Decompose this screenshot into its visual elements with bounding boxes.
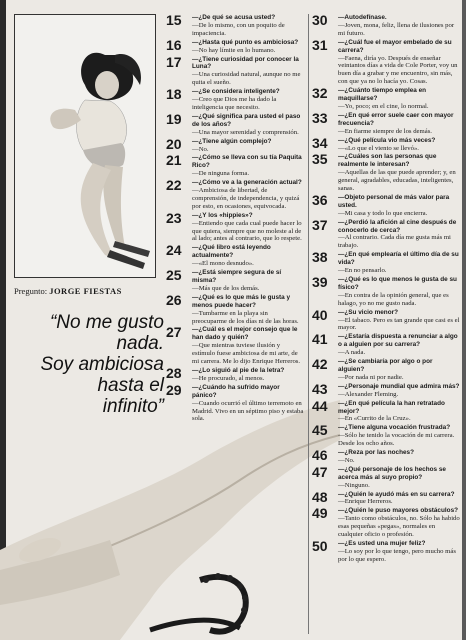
answer-text: —Entiendo que cada cual puede hacer lo que quiera, siempre que no moleste al de al lado; antes al contrario, que lo respete. bbox=[192, 219, 302, 243]
qa-item bbox=[312, 276, 460, 308]
qa-item bbox=[312, 87, 460, 111]
qa-item bbox=[166, 36, 304, 55]
qa-item bbox=[312, 333, 460, 357]
answer-text: —En contra de la opinión general, que es halago, yo no me gusto nada. bbox=[338, 291, 449, 307]
qa-item bbox=[166, 291, 304, 326]
question-text: —¿Y los «hippies»? bbox=[192, 211, 253, 219]
qa-item bbox=[312, 507, 460, 539]
question-number: 34 bbox=[312, 134, 328, 151]
quote-line: infinito” bbox=[102, 396, 164, 417]
qa-item bbox=[312, 134, 460, 153]
question-number: 28 bbox=[166, 364, 182, 381]
answer-text: —Por nada ni por nadie. bbox=[338, 373, 404, 381]
answer-text: —Creo que Dios me ha dado la inteligencia que necesito. bbox=[192, 96, 277, 111]
question-text: —¿Qué personaje de los hechos se acerca más al suyo propio? bbox=[338, 465, 446, 481]
caption-author: JORGE FIESTAS bbox=[49, 286, 122, 296]
answer-text: —No hay límite en lo humano. bbox=[192, 46, 276, 54]
question-number: 30 bbox=[312, 12, 328, 28]
question-text: —¿Qué es lo que menos le gusta de su físico? bbox=[338, 276, 457, 291]
legs-photo bbox=[0, 397, 340, 640]
qa-item bbox=[312, 109, 460, 136]
qa-item bbox=[312, 251, 460, 275]
question-number: 50 bbox=[312, 538, 328, 554]
caption-label: Pregunto: bbox=[14, 286, 48, 296]
question-text: —¿En qué error suele caer con mayor frecuencia? bbox=[338, 111, 454, 127]
answer-text: —Cuando ocurrió el último terremoto en Madrid. Vivo en un séptimo piso y estaba sola. bbox=[192, 399, 304, 423]
question-text: —¿Tiene alguna vocación frustrada? bbox=[338, 424, 451, 432]
answer-text: —Una mayor serenidad y comprensión. bbox=[192, 128, 299, 136]
qa-item bbox=[166, 244, 304, 268]
question-number: 37 bbox=[312, 216, 328, 233]
qa-item bbox=[312, 358, 460, 382]
question-text: —¿En qué película la han retratado mejor? bbox=[338, 399, 445, 415]
answer-text: —Enrique Herreros. bbox=[338, 498, 393, 506]
qa-column-left bbox=[166, 14, 304, 424]
question-number: 40 bbox=[312, 306, 328, 323]
question-number: 29 bbox=[166, 381, 182, 398]
qa-item bbox=[312, 449, 460, 465]
answer-text: —De ninguna forma. bbox=[192, 170, 250, 178]
interviewer-caption bbox=[14, 286, 122, 296]
qa-item bbox=[166, 269, 304, 293]
question-text: —¿Está siempre segura de sí misma? bbox=[192, 269, 282, 284]
question-number: 43 bbox=[312, 380, 328, 397]
question-text: —¿Personaje mundial que admira más? bbox=[338, 382, 460, 390]
question-text: —¿De qué se acusa usted? bbox=[192, 14, 276, 21]
question-text: —¿Cuáles son las personas que realmente le interesan? bbox=[338, 153, 437, 169]
answer-text: —«Lo que el viento se llevó». bbox=[338, 144, 419, 152]
answer-text: —Más que de los demás. bbox=[192, 284, 260, 292]
question-text: —¿Tiene algún complejo? bbox=[192, 137, 272, 145]
question-text: —¿Su vicio menor? bbox=[338, 308, 399, 316]
question-number: 45 bbox=[312, 422, 328, 439]
qa-item bbox=[312, 153, 460, 193]
question-number: 31 bbox=[312, 36, 328, 53]
question-text: —¿Hasta qué punto es ambiciosa? bbox=[192, 38, 299, 46]
answer-text: —El tabaco. Pero es tan grande que casi es el mayor. bbox=[338, 316, 460, 332]
question-text: —¿Cuál fue el mayor embelado de su carrera? bbox=[338, 38, 452, 54]
qa-item bbox=[166, 135, 304, 154]
question-number: 48 bbox=[312, 488, 328, 505]
answer-text: —Aquellas de las que puede aprender; y, en general, agradables, educadas, inteligentes, sanas. bbox=[338, 169, 456, 193]
answer-text: —No. bbox=[338, 456, 355, 464]
answer-text: —Alexander Fleming. bbox=[338, 390, 399, 398]
answer-text: —Yo, poco; en el cine, lo normal. bbox=[338, 102, 429, 110]
question-text: —¿Es usted una mujer feliz? bbox=[338, 540, 426, 547]
question-number: 20 bbox=[166, 135, 182, 152]
question-number: 21 bbox=[166, 152, 182, 169]
answer-text: —Sólo he tenido la vocación de mi carrera. Desde los ocho años. bbox=[338, 432, 455, 448]
question-number: 24 bbox=[166, 242, 182, 259]
answer-text: —En fiarme siempre de los demás. bbox=[338, 127, 432, 135]
qa-item bbox=[166, 179, 304, 211]
answer-text: —Una curiosidad natural, aunque no me quita el sueño. bbox=[192, 71, 301, 87]
answer-text: —Ninguno. bbox=[338, 481, 370, 489]
question-number: 49 bbox=[312, 505, 328, 522]
question-text: —¿Cuánto tiempo emplea en maquillarse? bbox=[338, 87, 427, 103]
question-number: 25 bbox=[166, 267, 182, 284]
question-number: 32 bbox=[312, 85, 328, 102]
qa-item bbox=[312, 14, 460, 38]
quote-line: hasta el bbox=[97, 375, 164, 396]
answer-text: —En no pensarlo. bbox=[338, 267, 387, 275]
qa-item bbox=[312, 397, 460, 424]
answer-text: —Joven, mona, feliz, llena de ilusiones por mi futuro. bbox=[338, 21, 455, 37]
answer-text: —De lo mismo, con un poquito de impaciencia. bbox=[192, 21, 285, 37]
qa-column-right bbox=[312, 14, 460, 565]
qa-item bbox=[312, 488, 460, 507]
question-text: —Objeto personal de más valor para usted. bbox=[338, 193, 450, 209]
question-text: —¿Cómo se lleva con su tía Paquita Rico? bbox=[192, 154, 302, 170]
qa-item bbox=[166, 326, 304, 366]
answer-text: —A nada. bbox=[338, 349, 366, 357]
question-number: 19 bbox=[166, 110, 182, 127]
question-text: —¿Tiene curiosidad por conocer la Luna? bbox=[192, 55, 299, 71]
qa-item bbox=[166, 110, 304, 137]
question-number: 23 bbox=[166, 209, 182, 226]
column-divider bbox=[308, 14, 309, 634]
quote-line: Soy ambiciosa bbox=[40, 354, 164, 375]
qa-item bbox=[166, 381, 304, 424]
question-text: —¿Quién le puso mayores obstáculos? bbox=[338, 507, 459, 515]
question-text: —Autodefínase. bbox=[338, 14, 387, 21]
question-text: —¿Qué libro está leyendo actualmente? bbox=[192, 244, 271, 260]
page-edge-right bbox=[462, 0, 466, 640]
question-number: 47 bbox=[312, 463, 328, 480]
qa-item bbox=[312, 380, 460, 399]
question-text: —¿Estaría dispuesta a renunciar a algo o a alguien por su carrera? bbox=[338, 333, 458, 349]
question-text: —¿Qué película vio más veces? bbox=[338, 136, 436, 144]
question-text: —¿Qué significa para usted el paso de los años? bbox=[192, 112, 301, 128]
question-number: 44 bbox=[312, 397, 328, 414]
question-number: 22 bbox=[166, 177, 182, 194]
question-number: 33 bbox=[312, 109, 328, 126]
qa-item bbox=[312, 463, 460, 490]
question-number: 36 bbox=[312, 191, 328, 208]
question-text: —¿Cuándo ha sufrido mayor pánico? bbox=[192, 383, 280, 399]
question-number: 26 bbox=[166, 291, 182, 308]
answer-text: —Faena, diría yo. Después de enseñar veintantos días a vida de Cole Porter, voy un buen día a grabar y me encuentro, sin más, con que ya no lo hacía yo. Cosas. bbox=[338, 54, 458, 86]
answer-text: —Lo soy por lo que tengo, pero mucho más por lo que espero. bbox=[338, 547, 456, 563]
question-number: 38 bbox=[312, 249, 328, 266]
question-number: 42 bbox=[312, 356, 328, 373]
answer-text: —Ambiciosa de libertad, de comprensión, de independencia, y quizá por esto, en ocasiones, equivocada. bbox=[192, 187, 300, 210]
qa-item bbox=[312, 540, 460, 564]
question-number: 46 bbox=[312, 447, 328, 464]
question-number: 35 bbox=[312, 151, 328, 168]
question-text: —¿Reza por las noches? bbox=[338, 449, 414, 457]
question-number: 41 bbox=[312, 331, 328, 348]
qa-item bbox=[312, 36, 460, 86]
qa-item bbox=[166, 154, 304, 178]
answer-text: —Al contrario. Cada día me gusta más mi trabajo. bbox=[338, 234, 451, 250]
qa-item bbox=[166, 53, 304, 88]
question-text: —¿Qué es lo que más le gusta y menos puede hacer? bbox=[192, 293, 291, 309]
qa-item bbox=[312, 216, 460, 251]
question-number: 18 bbox=[166, 86, 182, 103]
question-text: —¿Lo siguió al pie de la letra? bbox=[192, 366, 285, 374]
question-number: 17 bbox=[166, 53, 182, 70]
answer-text: —Tanto como obstáculos, no. Sólo ha habido esas pequeñas «pegas», normales en cualquier oficio o profesión. bbox=[338, 515, 460, 539]
qa-item bbox=[166, 88, 304, 112]
question-text: —¿Quién le ayudó más en su carrera? bbox=[338, 490, 455, 498]
quote-line: “No me gusto bbox=[49, 312, 164, 333]
qa-item bbox=[166, 14, 304, 38]
question-text: —¿Se considera inteligente? bbox=[192, 88, 280, 96]
qa-item bbox=[166, 209, 304, 244]
question-number: 16 bbox=[166, 36, 182, 53]
question-number: 27 bbox=[166, 324, 182, 341]
question-number: 39 bbox=[312, 274, 328, 290]
answer-text: —Tumbarme en la playa sin preocuparme de los días ni de las horas. bbox=[192, 309, 299, 325]
quote-line: nada. bbox=[116, 333, 164, 354]
question-number: 15 bbox=[166, 12, 182, 28]
answer-text: —No. bbox=[192, 145, 209, 153]
qa-item bbox=[312, 424, 460, 448]
answer-text: —Mi casa y todo lo que encierra. bbox=[338, 209, 428, 217]
answer-text: —En «Currito de la Cruz». bbox=[338, 415, 411, 423]
question-text: —¿En qué emplearía el último día de su vida? bbox=[338, 251, 459, 267]
question-text: —¿Cómo ve a la generación actual? bbox=[192, 179, 302, 187]
qa-item bbox=[312, 306, 460, 333]
question-text: —¿Perdió la afición al cine después de conocerlo de cerca? bbox=[338, 218, 457, 234]
portrait-photo bbox=[14, 14, 156, 278]
answer-text: —He procurado, al menos. bbox=[192, 374, 265, 382]
answer-text: —«El mono desnudo». bbox=[192, 260, 254, 268]
qa-item bbox=[312, 191, 460, 218]
question-text: —¿Se cambiaría por algo o por alguien? bbox=[338, 358, 433, 373]
question-text: —¿Cuál es el mejor consejo que le han dado y quién? bbox=[192, 326, 298, 342]
qa-item bbox=[166, 364, 304, 383]
answer-text: —Que mientras tuviese ilusión y estímulo fuese ambiciosa de mi arte, de mi carrera. Me lo dijo Enrique Herreros. bbox=[192, 342, 301, 366]
